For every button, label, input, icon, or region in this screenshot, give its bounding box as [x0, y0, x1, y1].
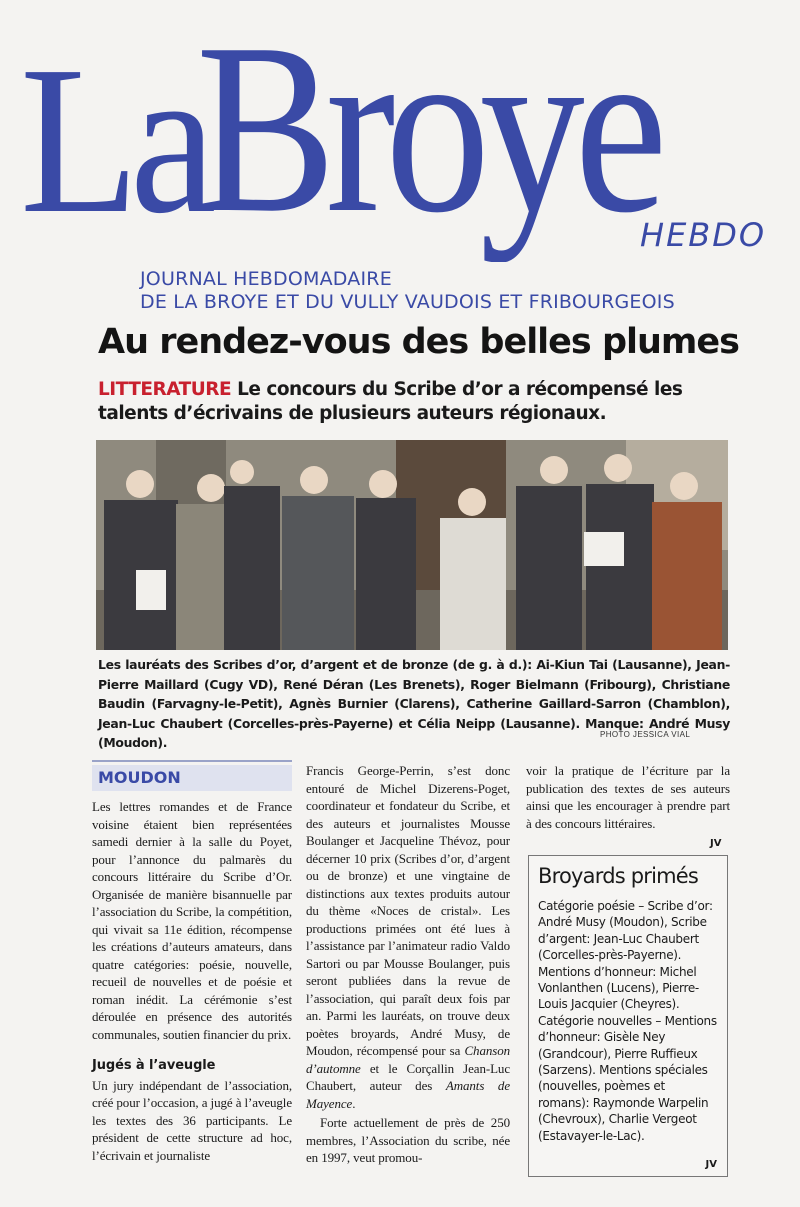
article-signature: JV [710, 838, 722, 849]
logo-hebdo: HEBDO [640, 216, 767, 254]
lead [98, 378, 738, 426]
section-rule [92, 760, 292, 762]
title-chanson-automne: Chanson d’automne [306, 1043, 510, 1076]
column-1 [92, 798, 292, 1164]
photo-caption: Les lauréats des Scribes d’or, d’argent et de bronze (de g. à d.): Ai-Kiun Tai (Lausanne), Jean-Pierre Maillard (Cugy VD), René Déran (Les Brenets), Roger Bielmann (Fribourg), Christiane Baudin (Farvagny-le-Petit), Agnès Burnier (Clarens), Catherine Gaillard-Sarron (Chamblon), Jean-Luc Chaubert (Corcelles-près-Payerne) et Célia Neipp (Lausanne). Manque: André Musy (Moudon). [98, 657, 730, 750]
section-label: MOUDON [92, 765, 292, 791]
column-2 [306, 762, 510, 1167]
sidebar-title: Broyards primés [538, 864, 699, 888]
paragraph-2-text-a: Francis George-Perrin, s’est donc entouré de Michel Dizerens-Poget, coordinateur et fondateur du Scribe, et des auteurs et journalistes Mousse Boulanger et Jacqueline Thévoz, pour décerner 10 prix (Scribes d’or, d’argent ou de bronze) et une vingtaine de distinctions aux textes produits autour du thème «Noces de cristal». Les productions primées ont été lues à l’assistance par l’animateur radio Valdo Sartori ou par Mousse Boulanger, puis seront publiées dans la revue de l’association, qui paraît deux fois par an. Parmi les lauréats, on trouve deux poètes broyards, André Musy, de Moudon, récompensé pour sa [306, 763, 510, 1058]
paragraph-2-text-c: . [352, 1095, 356, 1111]
paragraph-3-part-1: Forte actuellement de près de 250 membres, l’Association du scribe, née en 1997, veut promou- [306, 1115, 510, 1165]
sidebar-box [528, 855, 728, 1177]
photo-illustration [96, 440, 728, 650]
tagline-line-1: JOURNAL HEBDOMADAIRE [140, 268, 392, 290]
tagline [140, 268, 675, 314]
sidebar-signature: JV [705, 1159, 717, 1170]
kicker: LITTERATURE [98, 379, 232, 400]
photo-credit: PHOTO JESSICA VIAL [600, 730, 691, 739]
paragraph-2-text-b: et le Corçallin Jean-Luc Chaubert, auteur des [306, 1060, 510, 1093]
headline: Au rendez-vous des belles plumes [98, 322, 739, 362]
laureates-photo [96, 440, 728, 650]
logo-la: La [20, 22, 208, 257]
paragraph-1: Les lettres romandes et de France voisine étaient bien représentées samedi dernier à la salle du Poyet, pour l’annonce du palmarès du concours littéraire du Scribe d’Or. Organisée de manière bisannuelle par l’association du Scribe, la compétition, qui vivait sa 11e édition, récompense les créations d’auteurs amateurs, dans quatre catégories: poésie, nouvelle, recueil de nouvelles et de poésie et roman inédit. La cérémonie s’est déroulée en présence des autorités communales, soutien financier du prix. [92, 799, 292, 1042]
masthead [0, 0, 800, 262]
paragraph-2-part-1: Un jury indépendant de l’association, créé pour l’occasion, a jugé à l’aveugle les textes des 36 participants. Le président de cette structure ad hoc, l’écrivain et journaliste [92, 1077, 292, 1163]
column-3 [526, 762, 730, 832]
logo-broye: Broye [196, 0, 658, 262]
paragraph-3-part-2: voir la pratique de l’écriture par la publication des textes de ses auteurs ainsi que les encourager à prendre part à des concours littéraires. [526, 763, 730, 831]
tagline-line-2: DE LA BROYE ET DU VULLY VAUDOIS ET FRIBOURGEOIS [140, 291, 675, 313]
title-amants-mayence: Amants de Mayence [306, 1078, 510, 1111]
lead-text: Le concours du Scribe d’or a récompensé les talents d’écrivains de plusieurs auteurs régionaux. [98, 379, 683, 424]
sidebar-body: Catégorie poésie – Scribe d’or: André Musy (Moudon), Scribe d’argent: Jean-Luc Chaubert (Corcelles-près-Payerne). Mentions d’honneur: Michel Vonlanthen (Lucens), Pierre-Louis Jacquier (Cheyres). Catégorie nouvelles – Mentions d’honneur: Gisèle Ney (Grandcour), Pierre Ruffieux (Sarzens). Mentions spéciales (nouvelles, poèmes et romans): Raymonde Warpelin (Chevroux), Charlie Vergeot (Estavayer-le-Lac). [538, 899, 717, 1143]
subheading: Jugés à l’aveugle [92, 1058, 216, 1073]
paragraph-2-part-2 [306, 762, 510, 1112]
